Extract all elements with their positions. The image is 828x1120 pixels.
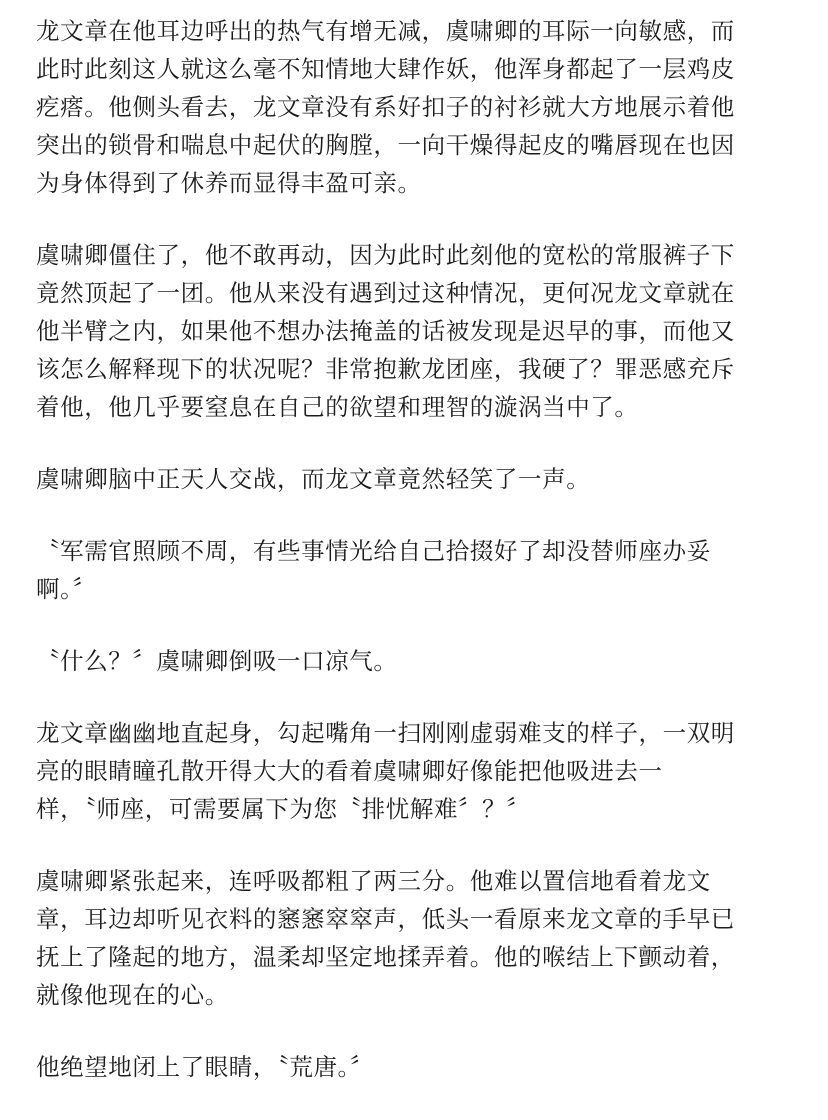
text-line: 〝什么？〞虞啸卿倒吸一口凉气。	[36, 647, 398, 675]
paragraph-5	[36, 642, 792, 680]
text-line: 啊。〞	[36, 575, 97, 603]
text-line: 竟然顶起了一团。他从来没有遇到过这种情况，更何况龙文章就在	[36, 279, 735, 307]
text-line: 亮的眼睛瞳孔散开得大大的看着虞啸卿好像能把他吸进去一	[36, 757, 663, 785]
text-line: 虞啸卿僵住了，他不敢再动，因为此时此刻他的宽松的常服裤子下	[36, 241, 735, 269]
text-line: 〝军需官照顾不周，有些事情光给自己拾掇好了却没替师座办妥	[36, 537, 711, 565]
text-line: 龙文章在他耳边呼出的热气有增无减，虞啸卿的耳际一向敏感，而	[36, 17, 735, 45]
paragraph-8	[36, 1048, 792, 1086]
text-line: 他半臂之内，如果他不想办法掩盖的话被发现是迟早的事，而他又	[36, 317, 735, 345]
paragraph-1	[36, 12, 792, 202]
text-line: 此时此刻这人就这么毫不知情地大肆作妖，他浑身都起了一层鸡皮	[36, 55, 735, 83]
text-line: 样，〝师座，可需要属下为您〝排忧解难〞？〞	[36, 795, 531, 823]
text-line: 他绝望地闭上了眼睛，〝荒唐。〞	[36, 1053, 374, 1081]
paragraph-6	[36, 714, 792, 828]
text-line: 突出的锁骨和喘息中起伏的胸膛，一向干燥得起皮的嘴唇现在也因	[36, 131, 735, 159]
text-line: 虞啸卿紧张起来，连呼吸都粗了两三分。他难以置信地看着龙文	[36, 867, 711, 895]
text-line: 为身体得到了休养而显得丰盈可亲。	[36, 169, 422, 197]
text-line: 就像他现在的心。	[36, 981, 229, 1009]
paragraph-7	[36, 862, 792, 1014]
text-line: 着他，他几乎要窒息在自己的欲望和理智的漩涡当中了。	[36, 393, 639, 421]
text-line: 该怎么解释现下的状况呢？非常抱歉龙团座，我硬了？罪恶感充斥	[36, 355, 735, 383]
text-line: 抚上了隆起的地方，温柔却坚定地揉弄着。他的喉结上下颤动着，	[36, 943, 735, 971]
text-line: 龙文章幽幽地直起身，勾起嘴角一扫刚刚虚弱难支的样子，一双明	[36, 719, 735, 747]
paragraph-3	[36, 460, 792, 498]
paragraph-2	[36, 236, 792, 426]
paragraph-4	[36, 532, 792, 608]
text-line: 章，耳边却听见衣料的窸窸窣窣声，低头一看原来龙文章的手早已	[36, 905, 735, 933]
text-line: 疙瘩。他侧头看去，龙文章没有系好扣子的衬衫就大方地展示着他	[36, 93, 735, 121]
document-body	[36, 12, 792, 1120]
text-line: 虞啸卿脑中正天人交战，而龙文章竟然轻笑了一声。	[36, 465, 591, 493]
